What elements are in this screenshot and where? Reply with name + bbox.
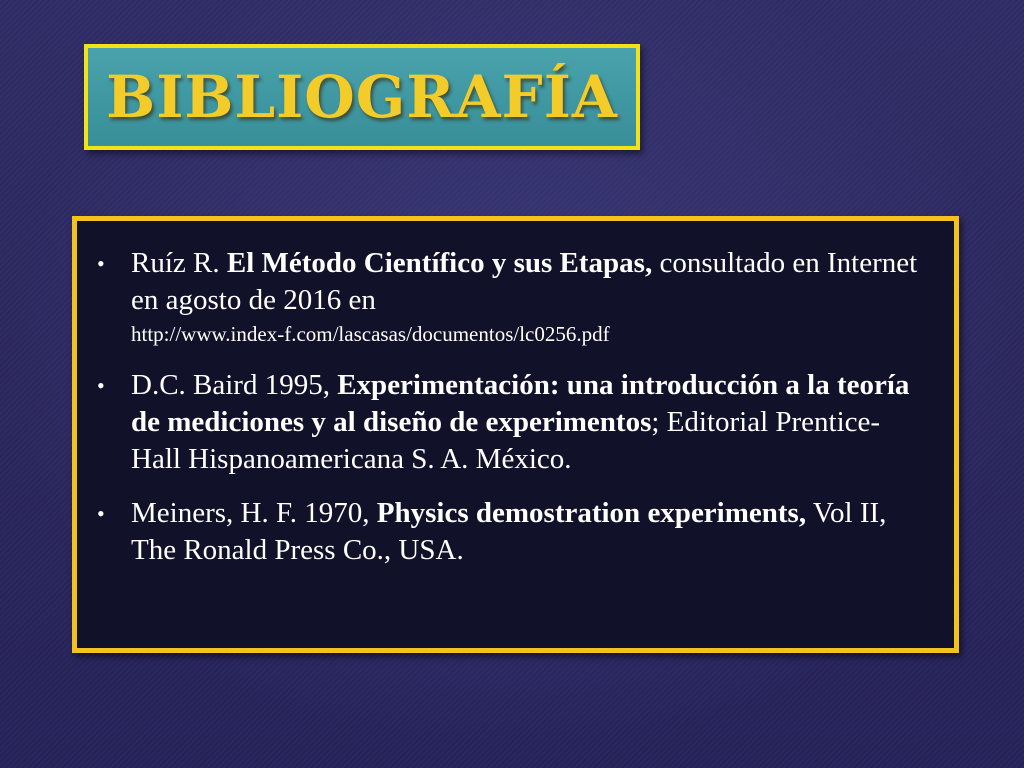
- reference-url: http://www.index-f.com/lascasas/documentos/lc0256.pdf: [131, 322, 610, 346]
- reference-title: Physics demostration experiments,: [376, 497, 807, 529]
- reference-list: [91, 245, 928, 569]
- slide-title: BIBLIOGRAFÍA: [106, 63, 618, 131]
- reference-title: Experimentación: una introducción a la teoría de mediciones y al diseño de experimentos: [131, 369, 910, 438]
- reference-details: consultado en Internet en agosto de 2016 en: [131, 247, 918, 316]
- reference-item-3: [91, 495, 928, 569]
- reference-item-2: [91, 367, 928, 478]
- reference-details: Vol II, The Ronald Press Co., USA.: [131, 497, 887, 566]
- reference-author: Ruíz R.: [131, 247, 220, 279]
- title-box: [84, 44, 640, 150]
- bibliography-box: [72, 216, 959, 653]
- bullet-icon: •: [97, 501, 105, 526]
- reference-details: ; Editorial Prentice-Hall Hispanoamericana S. A. México.: [131, 406, 881, 475]
- reference-author: Meiners, H. F. 1970,: [131, 497, 370, 529]
- bullet-icon: •: [97, 251, 105, 276]
- bullet-icon: •: [97, 373, 105, 398]
- reference-author: D.C. Baird 1995,: [131, 369, 330, 401]
- reference-title: El Método Científico y sus Etapas,: [226, 247, 653, 279]
- reference-item-1: [91, 245, 928, 350]
